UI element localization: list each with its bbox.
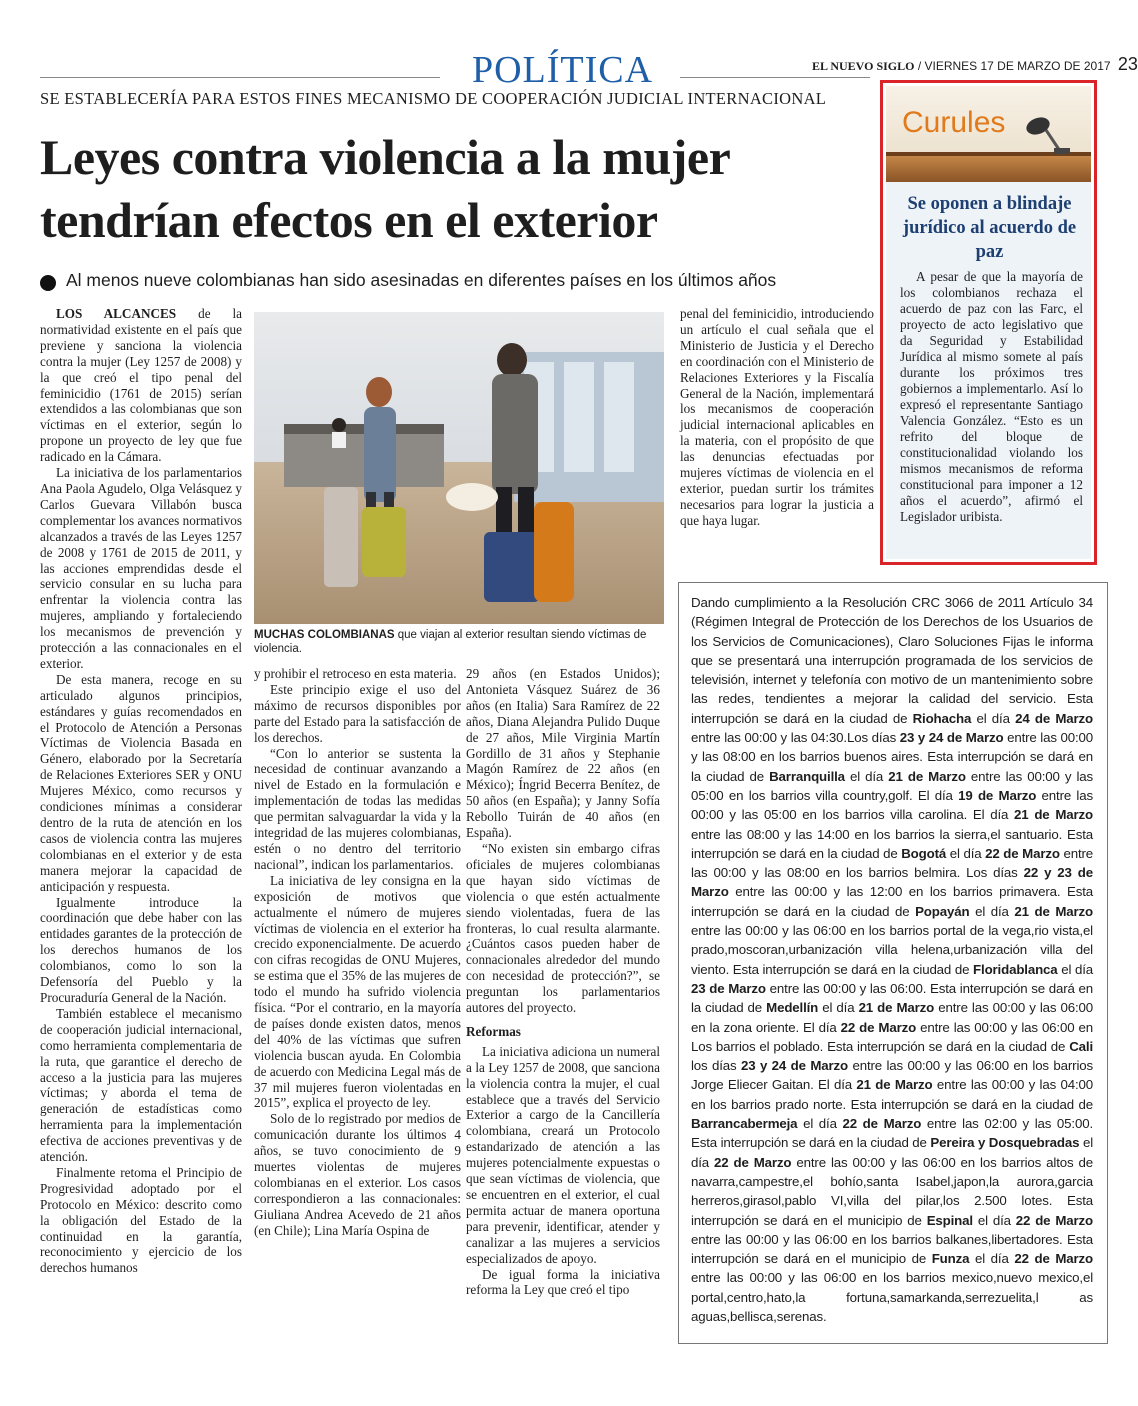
paper-info	[812, 54, 1138, 75]
notice-highlight: Espinal	[926, 1212, 973, 1228]
notice-run: entre las 02:00 y las 05:00. Esta interrupción se dará en la ciudad de	[691, 1116, 1094, 1151]
curules-sidebar	[880, 80, 1097, 565]
paragraph: La iniciativa de ley consigna en la exposición de motivos que actualmente el número de mujeres víctimas de violencia en el exterior ha crecido exponencialmente. De acuerdo con cifras recogidas de ONU Mujeres, se estima que el 35% de las mujeres de todo el mundo ha sufrido violencia física. “Por el contrario, en la mayoría de países donde existen datos, menos del 40% de las víctimas que sufren violencia buscan ayuda. En Colombia de acuerdo con Medicina Legal más de 37 mil mujeres fueron violentadas en 2015”, explica el proyecto de ley.	[254, 872, 461, 1111]
notice-run: entre las 00:00 y las 06:00 en Los barrios el poblado. Esta interrupción se dará en la ciudad de	[691, 1019, 1093, 1054]
notice-run: el día	[971, 710, 1016, 726]
paper-name: EL NUEVO SIGLO	[812, 59, 915, 73]
notice-highlight: 21 de Marzo	[858, 1000, 935, 1016]
headline-line-2: tendrían efectos en el exterior	[40, 192, 658, 248]
notice-run: el día	[1057, 961, 1093, 977]
notice-highlight: 21 de Marzo	[888, 768, 966, 784]
notice-highlight: 24 de Marzo	[1015, 710, 1094, 726]
paragraph: “No existen sin embargo cifras oficiales de mujeres colombianas que hayan sido víctimas de violencia o que estén actualmente siendo violentadas, fuera de las fronteras, lo cual resulta alarmante. ¿Cuántos casos pueden haber de connacionales alrededor del mundo con necesidad de protección?”, se preguntan los parlamentarios autores del proyecto.	[466, 840, 660, 1016]
notice-highlight: 21 de Marzo	[1014, 903, 1093, 919]
notice-highlight: Floridablanca	[973, 961, 1058, 977]
notice-highlight: 21 de Marzo	[1014, 807, 1094, 823]
sidebar-body	[900, 269, 1083, 525]
notice-run: entre las 00:00 y las 04:30.Los días	[691, 730, 900, 746]
paragraph: También establece el mecanismo de cooperación judicial internacional, como herramienta complementaria de la ruta, que garantice el derecho de acceso a la justicia para las mujeres víctimas; y aborda el tema de generación de estadísticas como herramienta para la implementación efectiva de acciones preventivas y de atención.	[40, 1005, 242, 1165]
notice-run: el día	[972, 1212, 1016, 1228]
article-headline	[40, 126, 880, 252]
notice-run: el día	[691, 1135, 1093, 1170]
notice-run: entre las 08:00 y las 14:00 en los barrios la sierra,el santuario. Esta interrupción se dará en la ciudad de	[691, 826, 1093, 861]
subheading: Reformas	[466, 1023, 521, 1039]
notice-run: entre las 00:00 y las 06:00 en los barrios mexico,nuevo mexico,el portal,centro,hato,la fortuna,samarkanda,serrezuelita,l as aguas,bellisca,serenas.	[691, 1270, 1093, 1324]
notice-highlight: 22 y 23 de Marzo	[691, 865, 1093, 900]
notice-highlight: 22 de Marzo	[1014, 1251, 1093, 1267]
notice-run: entre las 00:00 y las 12:00 en los barrios primavera. Esta interrupción se dará en la ciudad de	[691, 884, 1093, 919]
notice-text	[691, 593, 1093, 1326]
photo-caption	[254, 628, 664, 656]
notice-highlight: 22 de Marzo	[714, 1154, 792, 1170]
sidebar-panel	[886, 86, 1091, 559]
notice-run: los días	[691, 1058, 742, 1074]
article-column-3	[466, 666, 660, 1298]
notice-run: entre las 00:00 y las 06:00 en los barrios altos de navarra,campestre,el bohío,santa Isabel,japon,la aurora,garcia herreros,girasol,pablo VI,villa del pilar,los 2.500 lotes. Esta interrupción se dará en el municipio de	[691, 1154, 1093, 1228]
notice-run: entre las 00:00 y las 06:00. Esta interrupción se dará en la ciudad de	[691, 980, 1093, 1016]
notice-highlight: Popayán	[915, 903, 970, 919]
notice-run: entre las 00:00 y las 06:00 en los barrios portal de la vega,rio vista,el prado,moscoran,urbanización villa helena,urbanización villa del viento. Esta interrupción se dará en la ciudad de	[691, 923, 1093, 977]
article-photo	[254, 312, 664, 624]
notice-run: el día	[969, 1251, 1015, 1267]
article-subtitle: Al menos nueve colombianas han sido asesinadas en diferentes países en los últimos años	[66, 270, 777, 290]
notice-highlight: Bogotá	[901, 845, 947, 861]
paragraph: La iniciativa de los parlamentarios Ana Paola Agudelo, Olga Velásquez y Carlos Guevara Villabón busca complementar los avances normativos alcanzados a través de las Leyes 1257 de 2008 y 1761 de 2015 de 2011, y las acciones emprendidas desde el servicio consular en su lucha para enfrentar la violencia contra las mujeres, ampliando y fortaleciendo los mecanismos de prevención y protección a las connacionales en el exterior.	[40, 465, 242, 671]
header-rule-left	[40, 77, 440, 78]
paragraph: 29 años (en Estados Unidos); Antonieta Vásquez Suárez de 36 años (en Italia) Sara Ramírez de 22 años, Diana Alejandra Pulido Duque de 27 años, Mile Virginia Martín Gordillo de 31 años y Stephanie Magón Ramírez de 22 años (en México); Íngrid Becerra Benítez, de 50 años (en España); y Janny Sofía Rebollo Tuirán de 40 años (en España).	[466, 666, 660, 841]
paragraph: Finalmente retoma el Principio de Progresividad adoptado por el Protocolo en México: descrito como la obligación del Estado de la continuidad en la garantía, reconocimiento y ejercicio de los derechos humanos	[40, 1164, 242, 1276]
airport-photo-illustration	[254, 312, 664, 624]
paragraph: La iniciativa adiciona un numeral a la Ley 1257 de 2008, que sanciona la violencia contra la mujer, el cual establece que a través del Servicio Exterior a cargo de la Cancillería colombiana, creará un Protocolo estandarizado de atención a las mujeres potencialmente expuestas o que sean víctimas de violencia, que se encuentren en el exterior, el cual permita actuar de manera oportuna para prevenir, identificar, atender y canalizar a las mujeres a servicios especializados de apoyo.	[466, 1043, 660, 1266]
notice-highlight: Pereira y Dosquebradas	[930, 1135, 1080, 1151]
notice-highlight: Funza	[931, 1251, 970, 1267]
page-number: 23	[1117, 54, 1138, 74]
notice-run: entre las 00:00 y las 06:00 en los barrios balkanes,libertadores. Esta interrupción se dará en el municipio de	[691, 1231, 1093, 1267]
paragraph: Igualmente introduce la coordinación que debe haber con las entidades garantes de la protección de los derechos humanos de los colombianos, como lo son la Defensoría del Pueblo y la Procuraduría General de la Nación.	[40, 894, 242, 1005]
notice-highlight: Riohacha	[912, 710, 972, 726]
notice-run: el día	[844, 768, 889, 784]
bullet-dot	[40, 275, 56, 291]
notice-run: el día	[818, 1000, 859, 1016]
notice-run: entre las 00:00 y las 05:00 en los barrios villa carolina. El día	[691, 787, 1093, 823]
notice-highlight: 23 y 24 de Marzo	[899, 730, 1004, 746]
article-column-1	[40, 306, 242, 1276]
sidebar-label: Curules	[902, 106, 1006, 139]
paragraph: “Con lo anterior se sustenta la necesidad de continuar avanzando a nivel de Estado en la formulación e implementación de todas las medidas que permitan salvaguardar la vida y la integridad de las mujeres colombianas, estén o no dentro del territorio nacional”, indican los parlamentarios.	[254, 745, 461, 872]
paragraph: De igual forma la iniciativa reforma la Ley que creó el tipo	[466, 1266, 660, 1298]
section-title: POLÍTICA	[471, 49, 654, 91]
notice-run: entre las 00:00 y las 05:00 en los barrios villa country,golf. El día	[691, 768, 1093, 803]
paragraph: y prohibir el retroceso en esta materia.	[254, 666, 457, 681]
notice-run: el día	[969, 903, 1015, 919]
notice-highlight: Cali	[1069, 1038, 1093, 1054]
caption-lead: MUCHAS COLOMBIANAS	[254, 629, 395, 641]
notice-highlight: 23 y 24 de Marzo	[741, 1058, 848, 1074]
lead-caps: LOS ALCANCES	[56, 306, 177, 321]
notice-run: entre las 00:00 y las 08:00 en los barrios belmira. Los días	[691, 845, 1094, 881]
notice-highlight: 19 de Marzo	[958, 787, 1037, 803]
notice-run: entre las 00:00 y las 06:00 en los barrios Jorge Eliecer Gaitan. El día	[691, 1058, 1093, 1093]
notice-run: entre las 00:00 y las 08:00 en los barrios buenos aires. Esta interrupción se dará en la ciudad de	[691, 730, 1094, 784]
sidebar-title: Se oponen a blindaje jurídico al acuerdo de paz	[902, 194, 1077, 262]
notice-highlight: Medellín	[766, 1000, 819, 1016]
paragraph: Solo de lo registrado por medios de comunicación durante los últimos 4 años, se tuvo conocimiento de 9 muertes violentas de mujeres colombianas en el exterior. Los casos correspondieron a las connacionales: Giuliana Andrea Acevedo de 21 años (en Chile); Lina María Ospina de	[254, 1111, 461, 1238]
notice-run: el día	[797, 1116, 843, 1132]
notice-run: entre las 00:00 y las 06:00 en la zona oriente. El día	[691, 1000, 1093, 1035]
notice-highlight: 21 de Marzo	[856, 1077, 933, 1093]
paragraph	[40, 306, 242, 465]
article-column-2	[254, 666, 461, 1239]
paragraph: Este principio exige el uso del máximo de recursos disponibles por parte del Estado para la satisfacción de los derechos.	[254, 681, 461, 745]
header-rule-right	[680, 77, 870, 78]
paragraph: De esta manera, recoge en su articulado algunos principios, estándares y guías recomendados en el Protocolo de Atención a Personas Víctimas de Violencia Basada en Género, elaborado por la Secretaría de Relaciones Exteriores SER y ONU Mujeres México, como recursos y condiciones mínimas a considerar dentro de la ruta de atención en los casos de violencia contra las mujeres colombianas en el exterior y de esta manera mejorar la capacidad de anticipación y respuesta.	[40, 671, 242, 894]
notice-run: entre las 00:00 y las 04:00 en los barrios prado norte. Esta interrupción se dará en la ciudad de	[691, 1077, 1094, 1112]
headline-line-1: Leyes contra violencia a la mujer	[40, 129, 731, 185]
service-notice-box	[678, 582, 1108, 1344]
article-column-4	[680, 306, 874, 529]
notice-highlight: 22 de Marzo	[842, 1116, 922, 1132]
notice-run: el día	[946, 845, 986, 861]
notice-highlight: Barrancabermeja	[691, 1116, 798, 1132]
notice-highlight: 23 de Marzo	[691, 980, 766, 996]
issue-date: / VIERNES 17 DE MARZO DE 2017	[917, 59, 1111, 73]
paragraph: A pesar de que la mayoría de los colombianos rechaza el acuerdo de paz con las Farc, el proyecto de acto legislativo que da Seguridad y Estabilidad Jurídica al mismo somete al país durante los próximos tres gobiernos a implementarlo. Así lo expresó el representante Santiago Valencia González. “Esto es un refrito del bloque de constitucionalidad violando los mismos mecanismos de reforma constitucional para imponer a 12 años el acuerdo”, afirmó el Legislador uribista.	[900, 269, 1083, 524]
paragraph: penal del feminicidio, introduciendo un artículo el cual señala que el Ministerio de Justicia y el Derecho en coordinación con el Ministerio de Relaciones Exteriores y la Fiscalía General de la Nación, implementará los mecanismos de cooperación judicial internacional aplicables en la materia, con el propósito de que las denuncias efectuadas por mujeres víctimas de violencia en el exterior, puedan surtir los trámites necesarios para lograr la justicia a que haya lugar.	[680, 306, 874, 528]
notice-highlight: Barranquilla	[769, 768, 845, 784]
notice-run: Dando cumplimiento a la Resolución CRC 3066 de 2011 Artículo 34 (Régimen Integral de Protección de los Derechos de los Usuarios de los Servicios de Comunicaciones), Claro Soluciones Fijas le informa que se presentará una interrupción programada de los servicios de televisión, internet y telefonía con motivo de un mantenimiento sobre las redes, tendientes a mejorar la calidad del servicio. Esta interrupción se dará en la ciudad de	[691, 595, 1093, 726]
notice-highlight: 22 de Marzo	[840, 1019, 917, 1035]
notice-highlight: 22 de Marzo	[1015, 1212, 1094, 1228]
paragraph-text: de la normatividad existente en el país que previene y sanciona la violencia contra la mujer (Ley 1257 de 2008) y la que creó el tipo penal del feminicidio (1761 de 2015) serían extendidos a las colombianas que son víctimas en el exterior, según lo propone un proyecto de ley que fue radicado en la Cámara.	[40, 306, 242, 465]
caption-text: que viajan al exterior resultan siendo víctimas de violencia.	[254, 629, 647, 655]
article-kicker: SE ESTABLECERÍA PARA ESTOS FINES MECANISMO DE COOPERACIÓN JUDICIAL INTERNACIONAL	[40, 89, 827, 108]
notice-highlight: 22 de Marzo	[985, 845, 1060, 861]
